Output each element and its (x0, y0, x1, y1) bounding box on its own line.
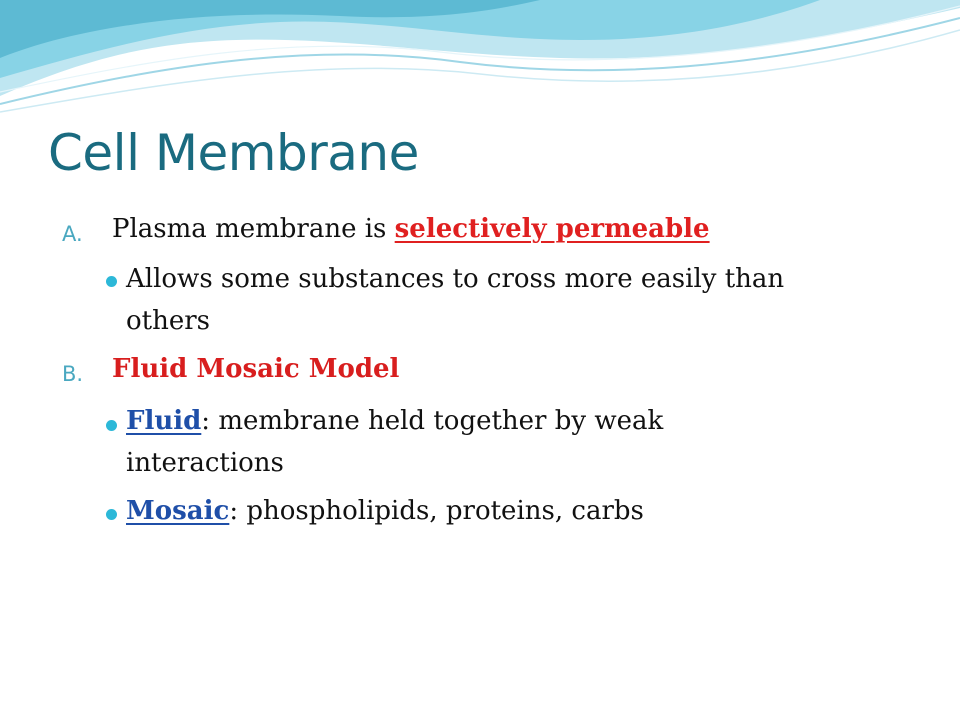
bullet-icon (106, 276, 117, 287)
item-b-highlight: Fluid Mosaic Model (112, 354, 400, 384)
item-marker-b: B. (62, 362, 84, 386)
item-marker-a: A. (62, 222, 83, 246)
item-a-highlight: selectively permeable (394, 214, 710, 244)
item-a-child-1-line1: Allows some substances to cross more easily than (126, 264, 785, 294)
item-a-child-1-line2: others (126, 306, 211, 336)
item-b-child-1-line1 (126, 406, 663, 436)
item-a-text-before: Plasma membrane is (112, 214, 395, 244)
bullet-icon (106, 420, 117, 431)
term-mosaic: Mosaic (126, 496, 230, 526)
item-a-text (112, 214, 710, 244)
item-b-child-1-line2: interactions (126, 448, 284, 478)
bullet-icon (106, 509, 117, 520)
item-b-child-2-line1 (126, 496, 644, 526)
term-fluid: Fluid (126, 406, 202, 436)
header-wave-decoration (0, 0, 960, 130)
term-fluid-definition: : membrane held together by weak (201, 406, 664, 436)
slide-title: Cell Membrane (48, 124, 419, 182)
term-mosaic-definition: : phospholipids, proteins, carbs (229, 496, 644, 526)
